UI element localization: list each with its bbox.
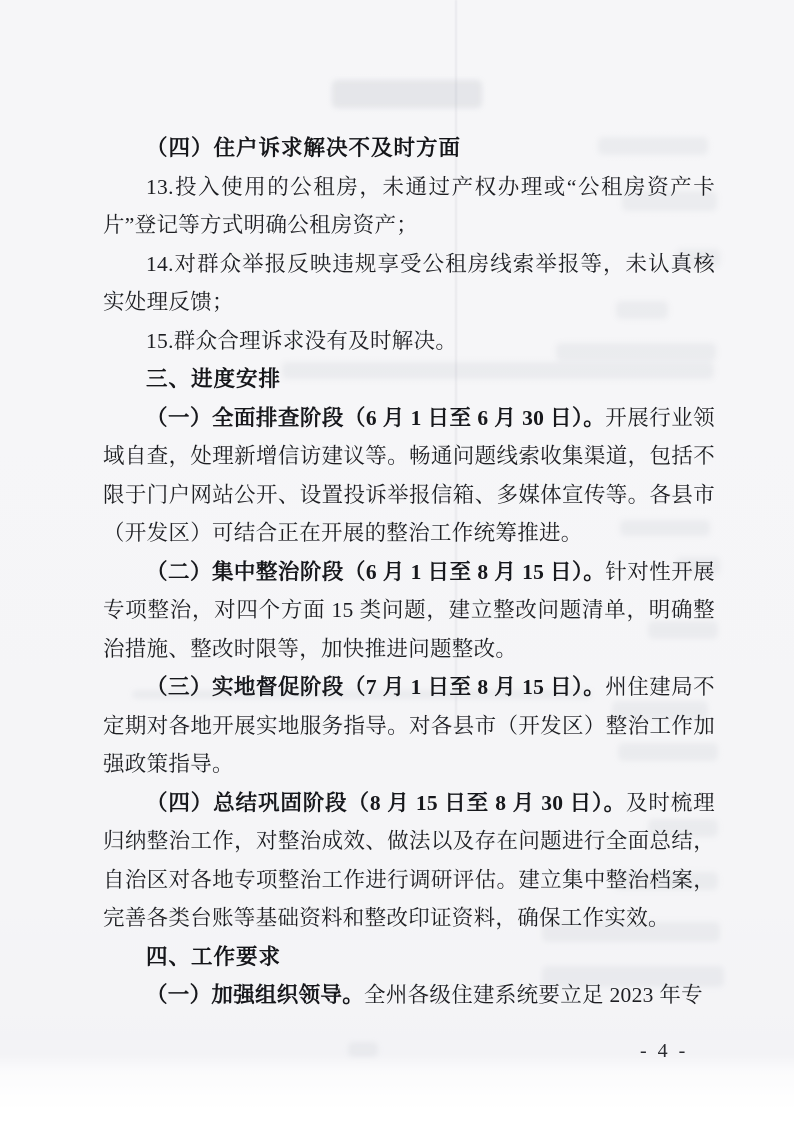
section-heading: （四）住户诉求解决不及时方面 xyxy=(146,136,462,160)
paragraph: （一）全面排查阶段（6 月 1 日至 6 月 30 日）。开展行业领域自查，处理新增信访建议等。畅通问题线索收集渠道，包括不限于门户网站公开、设置投诉举报信箱、多媒体宣传等。各县市（开发区）可结合正在开展的整治工作统筹推进。 xyxy=(103,405,715,545)
section-heading: 三、进度安排 xyxy=(146,367,282,391)
paragraph: 15.群众合理诉求没有及时解决。 xyxy=(146,328,458,353)
document-body xyxy=(103,129,715,1015)
section-heading: 四、工作要求 xyxy=(146,944,282,969)
paragraph-lead: （一）加强组织领导。 xyxy=(146,983,365,1007)
paragraph-lead: （三）实地督促阶段（7 月 1 日至 8 月 15 日）。 xyxy=(146,675,606,699)
bleed-through-mark xyxy=(348,1042,378,1057)
paragraph-lead: （一）全面排查阶段（6 月 1 日至 6 月 30 日）。 xyxy=(146,405,606,430)
bleed-through-mark xyxy=(332,80,482,108)
paragraph: （二）集中整治阶段（6 月 1 日至 8 月 15 日）。针对性开展专项整治，对四个方面 15 类问题，建立整改问题清单，明确整治措施、整改时限等，加快推进问题整改。 xyxy=(103,559,715,661)
page-number: - 4 - xyxy=(640,1040,689,1062)
paragraph: （一）加强组织领导。全州各级住建系统要立足 2023 年专 xyxy=(146,983,703,1007)
paragraph: 13.投入使用的公租房，未通过产权办理或“公租房资产卡片”登记等方式明确公租房资产； xyxy=(103,174,715,237)
paragraph-lead: （二）集中整治阶段（6 月 1 日至 8 月 15 日）。 xyxy=(146,559,606,584)
paragraph: （四）总结巩固阶段（8 月 15 日至 8 月 30 日）。及时梳理归纳整治工作，对整治成效、做法以及存在问题进行全面总结，自治区对各地专项整治工作进行调研评估。建立集中整治档案，完善各类台账等基础资料和整改印证资料，确保工作实效。 xyxy=(103,790,715,930)
paragraph-lead: （四）总结巩固阶段（8 月 15 日至 8 月 30 日）。 xyxy=(146,790,627,815)
paragraph: 14.对群众举报反映违规享受公租房线索举报等，未认真核实处理反馈； xyxy=(103,251,715,314)
paragraph: （三）实地督促阶段（7 月 1 日至 8 月 15 日）。州住建局不定期对各地开展实地服务指导。对各县市（开发区）整治工作加强政策指导。 xyxy=(103,675,715,776)
